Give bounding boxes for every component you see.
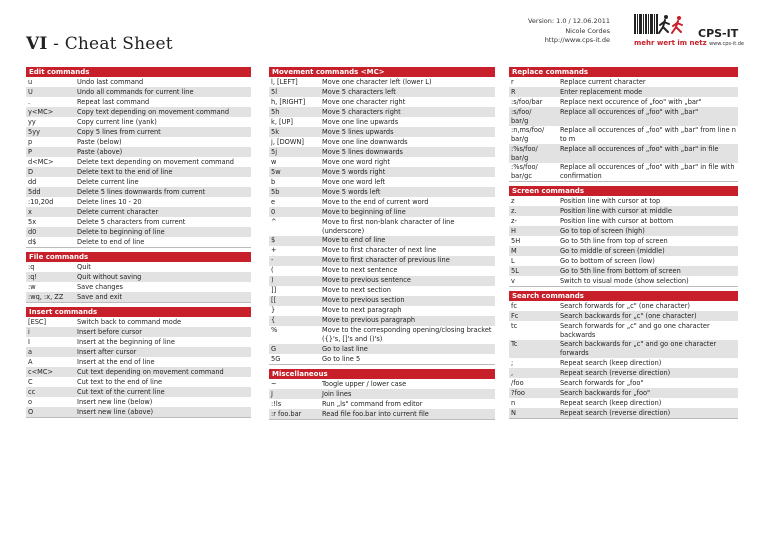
command-description: Move to previous section: [322, 296, 405, 304]
command-description: Go to bottom of screen (low): [560, 256, 655, 265]
command-description: Search backwards for „c" (one character): [560, 311, 697, 320]
command-row: [509, 126, 738, 145]
command-key: ?foo: [511, 388, 525, 397]
command-key: d0: [28, 227, 37, 236]
command-description: Replace current character: [560, 77, 646, 86]
command-row: [26, 217, 251, 227]
command-key: :s/foo/ bar/g: [511, 107, 532, 125]
command-description: Insert at the end of line: [77, 357, 155, 366]
command-key: A: [28, 357, 33, 366]
command-key: z: [511, 196, 515, 205]
command-description: Undo all commands for current line: [77, 87, 194, 96]
command-row: [26, 377, 251, 387]
command-row: [269, 137, 495, 147]
command-row: [269, 276, 495, 286]
command-description: Copy 5 lines from current: [77, 127, 161, 136]
command-key: L: [511, 256, 515, 265]
command-key: j, [DOWN]: [271, 137, 304, 146]
command-row: [509, 321, 738, 340]
command-row: [26, 227, 251, 237]
command-row: [509, 256, 738, 266]
command-row: [269, 326, 495, 345]
command-key: 5h: [271, 107, 280, 116]
command-description: Insert before cursor: [77, 327, 143, 336]
command-key: yy: [28, 117, 36, 126]
logo-url: www.cps-it.de: [709, 41, 745, 47]
command-description: Delete 5 characters from current: [77, 217, 186, 226]
command-row: [509, 144, 738, 163]
command-description: Move 5 lines upwards: [322, 127, 394, 136]
command-row: [269, 399, 495, 409]
command-row: [269, 389, 495, 399]
title-rest: - Cheat Sheet: [47, 34, 173, 54]
command-row: [269, 87, 495, 97]
command-key: z-: [511, 216, 517, 225]
command-row: [26, 187, 251, 197]
command-description: Enter replacement mode: [560, 87, 643, 96]
cps-it-logo: [634, 13, 746, 49]
command-key: ~: [271, 379, 277, 388]
command-row: [509, 408, 738, 418]
command-row: [26, 407, 251, 417]
command-key: 5x: [28, 217, 37, 226]
command-description: Delete current line: [77, 177, 139, 186]
command-key: tc: [511, 321, 518, 330]
command-row: [26, 367, 251, 377]
command-row: [26, 177, 251, 187]
command-key: 5l: [271, 87, 278, 96]
section-edit-commands: [26, 67, 251, 248]
command-description: Quit: [77, 262, 91, 271]
command-description: Replace all occurences of „foo" with „bar": [560, 107, 699, 116]
command-row: [269, 266, 495, 276]
command-description: Move one word right: [322, 157, 390, 166]
command-key: ]]: [271, 286, 277, 294]
command-description: Paste (below): [77, 137, 122, 146]
command-row: [26, 137, 251, 147]
command-key: k, [UP]: [271, 117, 293, 126]
command-row: [26, 207, 251, 217]
command-key: :s/foo/bar: [511, 97, 543, 106]
command-description: Search forwards for „foo": [560, 378, 644, 387]
command-key: cc: [28, 387, 36, 396]
command-description: Delete text depending on movement command: [77, 157, 234, 166]
title-vi: VI: [26, 34, 48, 54]
command-description: Go to 5th line from bottom of screen: [560, 266, 681, 275]
command-row: [26, 127, 251, 137]
command-description: Go to last line: [322, 344, 368, 353]
command-key: z.: [511, 206, 517, 215]
command-description: Search backwards for „foo": [560, 388, 651, 397]
command-row: [26, 357, 251, 367]
command-row: [269, 97, 495, 107]
command-key: 5G: [271, 354, 281, 363]
command-key: I: [28, 337, 30, 346]
command-description: Delete 5 lines downwards from current: [77, 187, 206, 196]
command-description: Repeat search (keep direction): [560, 398, 662, 407]
command-key: $: [271, 236, 276, 244]
command-description: Replace all occurences of „foo" with „bar" in file: [560, 144, 719, 153]
command-row: [269, 379, 495, 389]
command-description: Move to next section: [322, 286, 391, 294]
command-row: [269, 167, 495, 177]
command-row: [509, 398, 738, 408]
command-row: [26, 272, 251, 282]
command-row: [26, 282, 251, 292]
command-key: h, [RIGHT]: [271, 97, 306, 106]
command-key: -: [271, 256, 274, 264]
logo-tagline: [634, 39, 744, 47]
command-description: Undo last command: [77, 77, 144, 86]
command-row: [509, 206, 738, 216]
command-key: 0: [271, 207, 276, 216]
command-key: r: [511, 77, 514, 86]
command-key: ): [271, 276, 274, 284]
command-description: Delete current character: [77, 207, 159, 216]
command-key: b: [271, 177, 276, 186]
command-key: o: [28, 397, 33, 406]
command-row: [509, 276, 738, 286]
command-key: Fc: [511, 311, 519, 320]
command-description: Move one character left (lower L): [322, 77, 432, 86]
command-row: [269, 77, 495, 87]
command-row: [26, 327, 251, 337]
section-search-commands: [509, 291, 738, 419]
section-header: Edit commands: [26, 67, 251, 77]
command-description: Switch to visual mode (show selection): [560, 276, 689, 285]
command-row: [26, 337, 251, 347]
section-header: Search commands: [509, 291, 738, 301]
command-description: Move to previous paragraph: [322, 316, 416, 324]
section-header: Miscellaneous: [269, 369, 495, 379]
command-row: [269, 207, 495, 217]
command-key: [[: [271, 296, 277, 304]
command-row: [509, 226, 738, 236]
command-key: i: [28, 327, 30, 336]
command-key: H: [511, 226, 516, 235]
command-row: [509, 266, 738, 276]
command-key: O: [28, 407, 34, 416]
command-description: Position line with cursor at middle: [560, 206, 672, 215]
command-key: (: [271, 266, 274, 274]
command-description: Move to first character of next line: [322, 246, 437, 254]
command-description: Cut text depending on movement command: [77, 367, 224, 376]
command-key: G: [271, 344, 277, 353]
command-description: Go to middle of screen (middle): [560, 246, 665, 255]
command-row: [509, 378, 738, 388]
command-description: Move to next sentence: [322, 266, 398, 274]
command-row: [26, 117, 251, 127]
url-text: http://www.cps-it.de: [544, 36, 610, 44]
section-header: Replace commands: [509, 67, 738, 77]
command-key: P: [28, 147, 32, 156]
command-key: 5yy: [28, 127, 40, 136]
command-description: Move to first character of previous line: [322, 256, 450, 264]
command-row: [269, 256, 495, 266]
command-row: [269, 286, 495, 296]
command-description: Paste (above): [77, 147, 123, 156]
command-row: [269, 246, 495, 256]
command-row: [26, 317, 251, 327]
command-key: Tc: [511, 340, 518, 348]
command-row: [269, 344, 495, 354]
command-description: Delete to end of line: [77, 237, 145, 246]
command-key: dd: [28, 177, 37, 186]
command-row: [269, 187, 495, 197]
command-description: Copy text depending on movement command: [77, 107, 230, 116]
command-row: [269, 157, 495, 167]
command-row: [509, 97, 738, 107]
section-header: Screen commands: [509, 186, 738, 196]
command-row: [509, 216, 738, 226]
command-description: Position line with cursor at bottom: [560, 216, 674, 225]
command-description: Cut text of the current line: [77, 387, 165, 396]
command-key: U: [28, 87, 33, 96]
command-description: Replace next occurence of „foo" with „bar": [560, 97, 702, 106]
command-description: Move to next paragraph: [322, 306, 402, 314]
section-screen-commands: [509, 186, 738, 287]
command-row: [26, 262, 251, 272]
command-description: Move to the end of current word: [322, 197, 429, 206]
command-description: Repeat search (reverse direction): [560, 368, 671, 377]
command-key: :%s/foo/ bar/gc: [511, 163, 538, 180]
command-row: [269, 197, 495, 207]
command-description: Go to line 5: [322, 354, 361, 363]
command-description: Search forwards for „c" and go one character backwards: [560, 321, 710, 339]
meta-info: [528, 17, 610, 46]
command-key: /foo: [511, 378, 524, 387]
command-row: [509, 87, 738, 97]
command-description: Insert new line (above): [77, 407, 154, 416]
command-key: :n,ms/foo/ bar/g: [511, 126, 545, 143]
command-key: p: [28, 137, 33, 146]
command-description: Delete lines 10 - 20: [77, 197, 142, 206]
command-row: [269, 107, 495, 117]
command-description: Join lines: [322, 389, 352, 398]
command-row: [509, 77, 738, 87]
command-description: Move 5 characters right: [322, 107, 401, 116]
command-key: :q: [28, 262, 35, 271]
section-replace-commands: [509, 67, 738, 182]
command-description: Move to the corresponding opening/closing bracket ({}'s, []'s and ()'s): [322, 326, 492, 343]
command-description: Copy current line (yank): [77, 117, 157, 126]
command-description: Move one word left: [322, 177, 386, 186]
command-key: y<MC>: [28, 107, 54, 116]
command-description: Move to first non-blank character of line (underscore): [322, 217, 455, 235]
command-key: %: [271, 326, 278, 334]
section-header: Movement commands <MC>: [269, 67, 495, 77]
command-key: J: [271, 389, 273, 398]
command-description: Save changes: [77, 282, 123, 291]
command-description: Delete text to the end of line: [77, 167, 173, 176]
command-row: [509, 107, 738, 126]
command-key: 5H: [511, 236, 521, 245]
command-key: fc: [511, 301, 517, 310]
command-description: Insert new line (below): [77, 397, 153, 406]
command-row: [26, 77, 251, 87]
command-description: Move one character right: [322, 97, 406, 106]
command-key: 5b: [271, 187, 280, 196]
command-row: [269, 217, 495, 236]
command-key: :wq, :x, ZZ: [28, 292, 64, 301]
command-description: Save and exit: [77, 292, 123, 301]
command-key: {: [271, 316, 276, 324]
command-key: :10,20d: [28, 197, 54, 206]
command-row: [26, 97, 251, 107]
command-description: Repeat last command: [77, 97, 150, 106]
section-header: File commands: [26, 252, 251, 262]
section-movement-commands-mc: [269, 67, 495, 365]
command-row: [269, 117, 495, 127]
command-key: a: [28, 347, 33, 356]
command-row: [26, 397, 251, 407]
logo-tagline-text: mehr wert im netz: [634, 39, 707, 47]
page-title: [26, 34, 173, 54]
command-key: .: [28, 97, 31, 106]
command-row: [269, 409, 495, 419]
command-key: v: [511, 276, 515, 285]
column-middle: [269, 67, 495, 424]
command-description: Delete to beginning of line: [77, 227, 165, 236]
command-row: [509, 196, 738, 206]
command-row: [509, 246, 738, 256]
author-text: Nicole Cordes: [565, 26, 610, 35]
command-key: l, [LEFT]: [271, 77, 298, 86]
column-right: [509, 67, 738, 423]
command-row: [269, 236, 495, 246]
command-description: Insert after cursor: [77, 347, 137, 356]
command-description: Move 5 lines downwards: [322, 147, 403, 156]
command-description: Move 5 characters left: [322, 87, 396, 96]
section-miscellaneous: [269, 369, 495, 420]
barcode-icon: [634, 13, 698, 37]
command-description: Run „ls" command from editor: [322, 399, 423, 408]
command-key: ;: [511, 358, 514, 367]
command-row: [26, 107, 251, 117]
command-description: Position line with cursor at top: [560, 196, 661, 205]
command-row: [26, 167, 251, 177]
command-row: [269, 127, 495, 137]
command-row: [26, 147, 251, 157]
command-key: D: [28, 167, 34, 176]
command-key: :r foo.bar: [271, 409, 302, 418]
version-text: Version: 1.0 / 12.06.2011: [527, 17, 610, 25]
command-row: [509, 340, 738, 359]
command-description: Move to previous sentence: [322, 276, 411, 284]
command-description: Repeat search (reverse direction): [560, 408, 671, 417]
command-row: [26, 157, 251, 167]
command-key: w: [271, 157, 277, 166]
command-key: :q!: [28, 272, 38, 281]
command-key: :w: [28, 282, 36, 291]
command-key: C: [28, 377, 33, 386]
command-description: Read file foo.bar into current file: [322, 409, 429, 418]
command-description: Move 5 words left: [322, 187, 381, 196]
command-description: Insert at the beginning of line: [77, 337, 175, 346]
command-description: Cut text to the end of line: [77, 377, 163, 386]
command-description: Move to beginning of line: [322, 207, 406, 216]
command-row: [509, 163, 738, 182]
command-key: ,: [511, 368, 514, 377]
command-key: M: [511, 246, 517, 255]
command-key: 5dd: [28, 187, 41, 196]
command-description: Move one line downwards: [322, 137, 408, 146]
command-key: 5w: [271, 167, 281, 176]
command-row: [26, 237, 251, 247]
command-key: c<MC>: [28, 367, 53, 376]
command-key: d<MC>: [28, 157, 54, 166]
command-row: [269, 296, 495, 306]
column-left: [26, 67, 251, 422]
command-key: :!ls: [271, 399, 282, 408]
command-key: }: [271, 306, 276, 314]
command-description: Go to 5th line from top of screen: [560, 236, 668, 245]
command-description: Toogle upper / lower case: [322, 379, 407, 388]
command-row: [269, 316, 495, 326]
command-row: [269, 354, 495, 364]
command-row: [26, 197, 251, 207]
command-row: [269, 147, 495, 157]
command-row: [509, 388, 738, 398]
command-key: 5L: [511, 266, 519, 275]
command-description: Quit without saving: [77, 272, 142, 281]
command-key: e: [271, 197, 276, 206]
command-row: [509, 368, 738, 378]
command-key: 5k: [271, 127, 280, 136]
command-description: Replace all occurences of „foo" with „bar" in file with confirmation: [560, 163, 735, 180]
command-description: Replace all occurences of „foo" with „bar" from line n to m: [560, 126, 736, 143]
command-key: :%s/foo/ bar/g: [511, 144, 538, 162]
command-key: R: [511, 87, 516, 96]
command-description: Move 5 words right: [322, 167, 386, 176]
command-row: [26, 292, 251, 302]
command-key: 5j: [271, 147, 278, 156]
command-row: [269, 306, 495, 316]
command-description: Search backwards for „c" and go one character forwards: [560, 340, 717, 357]
command-description: Search forwards for „c" (one character): [560, 301, 690, 310]
command-key: ^: [271, 217, 277, 226]
command-description: Move to end of line: [322, 236, 386, 244]
command-key: x: [28, 207, 32, 216]
command-row: [26, 87, 251, 97]
command-row: [26, 347, 251, 357]
command-row: [26, 387, 251, 397]
command-key: d$: [28, 237, 37, 246]
command-description: Switch back to command mode: [77, 317, 182, 326]
command-row: [509, 236, 738, 246]
command-row: [269, 177, 495, 187]
command-row: [509, 301, 738, 311]
command-key: [ESC]: [28, 317, 47, 326]
command-description: Go to top of screen (high): [560, 226, 645, 235]
command-description: Move one line upwards: [322, 117, 399, 126]
command-row: [509, 358, 738, 368]
section-header: Insert commands: [26, 307, 251, 317]
section-insert-commands: [26, 307, 251, 418]
logo-word: CPS-IT: [698, 27, 739, 40]
command-key: n: [511, 398, 516, 407]
command-description: Repeat search (keep direction): [560, 358, 662, 367]
command-row: [509, 311, 738, 321]
command-key: u: [28, 77, 33, 86]
section-file-commands: [26, 252, 251, 303]
command-key: N: [511, 408, 516, 417]
command-key: +: [271, 246, 277, 254]
